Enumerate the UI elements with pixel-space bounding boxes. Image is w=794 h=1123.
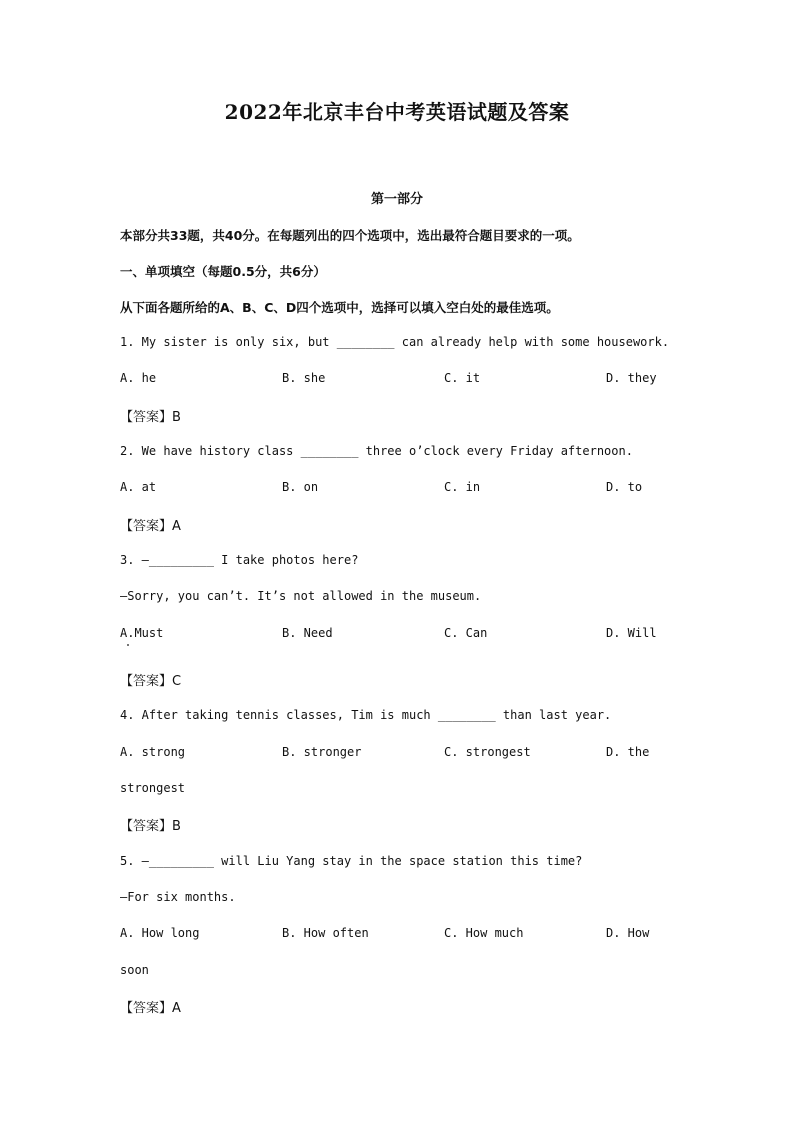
- question-2-option-b: B. on: [282, 480, 319, 494]
- question-5-option-a: A. How long: [120, 926, 200, 940]
- question-5-option-d: D. How: [606, 926, 650, 940]
- question-4-option-a: A. strong: [120, 745, 186, 759]
- question-4-option-d: D. the: [606, 745, 650, 759]
- question-3-option-b: B. Need: [282, 626, 333, 640]
- section-instruction: 从下面各题所给的A、B、C、D四个选项中，选择可以填入空白处的最佳选项。: [120, 300, 559, 315]
- question-5-option-c: C. How much: [444, 926, 524, 940]
- document-title: 2022年北京丰台中考英语试题及答案: [224, 100, 570, 124]
- question-1-answer: 【答案】B: [120, 410, 181, 425]
- question-2-option-d: D. to: [606, 480, 643, 494]
- question-3-option-c: C. Can: [444, 626, 488, 640]
- question-3-option-d: D. Will: [606, 626, 657, 640]
- question-3-option-a: A.Must: [120, 626, 164, 640]
- question-5-reply: —For six months.: [120, 890, 236, 904]
- question-4-option-b: B. stronger: [282, 745, 362, 759]
- question-4-option-d-wrap: strongest: [120, 781, 186, 795]
- scan-speck: [127, 644, 129, 646]
- question-2-option-a: A. at: [120, 480, 157, 494]
- question-5-stem: 5. —_________ will Liu Yang stay in the space station this time?: [120, 854, 583, 868]
- question-3-reply: —Sorry, you can’t. It’s not allowed in the museum.: [120, 589, 482, 603]
- question-4-option-c: C. strongest: [444, 745, 531, 759]
- question-4-answer: 【答案】B: [120, 819, 181, 834]
- question-3-answer: 【答案】C: [120, 674, 182, 689]
- question-1-option-a: A. he: [120, 371, 157, 385]
- question-2-stem: 2. We have history class ________ three o’clock every Friday afternoon.: [120, 444, 633, 458]
- section-heading: 一、单项填空（每题0.5分，共6分）: [120, 264, 326, 279]
- question-2-answer: 【答案】A: [120, 519, 181, 534]
- question-5-option-b: B. How often: [282, 926, 369, 940]
- question-1-option-c: C. it: [444, 371, 481, 385]
- question-2-option-c: C. in: [444, 480, 481, 494]
- question-1-option-b: B. she: [282, 371, 326, 385]
- part-intro: 本部分共33题，共40分。在每题列出的四个选项中，选出最符合题目要求的一项。: [120, 228, 580, 243]
- question-5-option-d-wrap: soon: [120, 963, 149, 977]
- question-4-stem: 4. After taking tennis classes, Tim is much ________ than last year.: [120, 708, 612, 722]
- question-5-answer: 【答案】A: [120, 1001, 181, 1016]
- part-heading: 第一部分: [370, 192, 423, 207]
- question-1-stem: 1. My sister is only six, but ________ can already help with some housework.: [120, 335, 670, 349]
- question-1-option-d: D. they: [606, 371, 657, 385]
- question-3-stem: 3. —_________ I take photos here?: [120, 553, 359, 567]
